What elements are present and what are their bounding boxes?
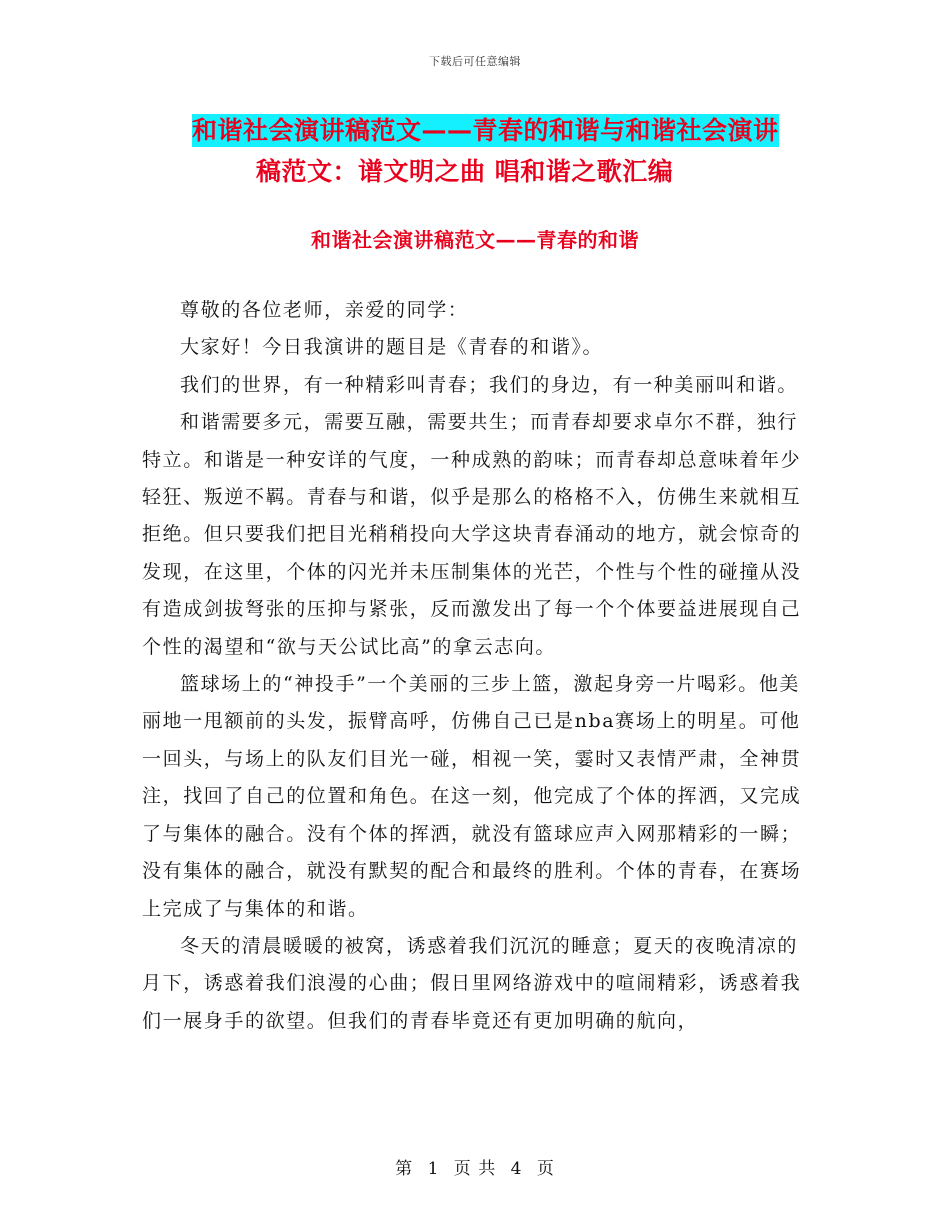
title-line-1-text: 和谐社会演讲稿范文——青春的和谐与和谐社会演讲 — [192, 116, 779, 145]
paragraph: 我们的世界，有一种精彩叫青春；我们的身边，有一种美丽叫和谐。 — [180, 373, 799, 396]
paragraph-intro: 大家好！今日我演讲的题目是《青春的和谐》。 — [180, 336, 604, 359]
document-title — [140, 110, 820, 192]
footer-middle: 页 共 — [453, 1159, 497, 1179]
paragraph: 冬天的清晨暖暖的被窝，诱惑着我们沉沉的睡意；夏天的夜晚清凉的月下，诱惑着我们浪漫的心曲；假日里网络游戏中的喧闹精彩，诱惑着我们一展身手的欲望。但我们的青春毕竟还有更加明确的航向， — [142, 934, 802, 1032]
page-footer — [0, 1154, 950, 1179]
paragraph: 篮球场上的“神投手”一个美丽的三步上篮，激起身旁一片喝彩。他美丽地一甩额前的头发，振臂高呼，仿佛自己已是nba赛场上的明星。可他一回头，与场上的队友们目光一碰，相视一笑，霎时又表情严肃，全神贯注，找回了自己的位置和角色。在这一刻，他完成了个体的挥洒，又完成了与集体的融合。没有个体的挥洒，就没有篮球应声入网那精彩的一瞬；没有集体的融合，就没有默契的配合和最终的胜利。个体的青春，在赛场上完成了与集体的和谐。 — [142, 673, 802, 920]
title-line-2-text: 稿范文：谱文明之曲 唱和谐之歌汇编 — [256, 157, 674, 186]
footer-prefix: 第 — [395, 1159, 414, 1179]
header-note: 下载后可任意编辑 — [429, 55, 521, 68]
speech-body — [142, 292, 810, 1040]
title-line-2 — [140, 151, 820, 192]
footer-suffix: 页 — [536, 1159, 555, 1179]
paragraph: 和谐需要多元，需要互融，需要共生；而青春却要求卓尔不群，独行特立。和谐是一种安详的气度，一种成熟的韵味；而青春却总意味着年少轻狂、叛逆不羁。青春与和谐，似乎是那么的格格不入，仿佛生来就相互拒绝。但只要我们把目光稍稍投向大学这块青春涌动的地方，就会惊奇的发现，在这里，个体的闪光并未压制集体的光芒，个性与个性的碰撞从没有造成剑拔弩张的压抑与紧张，反而激发出了每一个个体要益进展现自己个性的渴望和“欲与天公试比高”的拿云志向。 — [142, 411, 802, 658]
title-line-1 — [140, 110, 820, 151]
section-title: 和谐社会演讲稿范文——青春的和谐 — [311, 228, 639, 252]
paragraph-greeting: 尊敬的各位老师，亲爱的同学： — [180, 299, 469, 321]
page-total: 4 — [510, 1159, 523, 1179]
page-number: 1 — [427, 1159, 440, 1179]
